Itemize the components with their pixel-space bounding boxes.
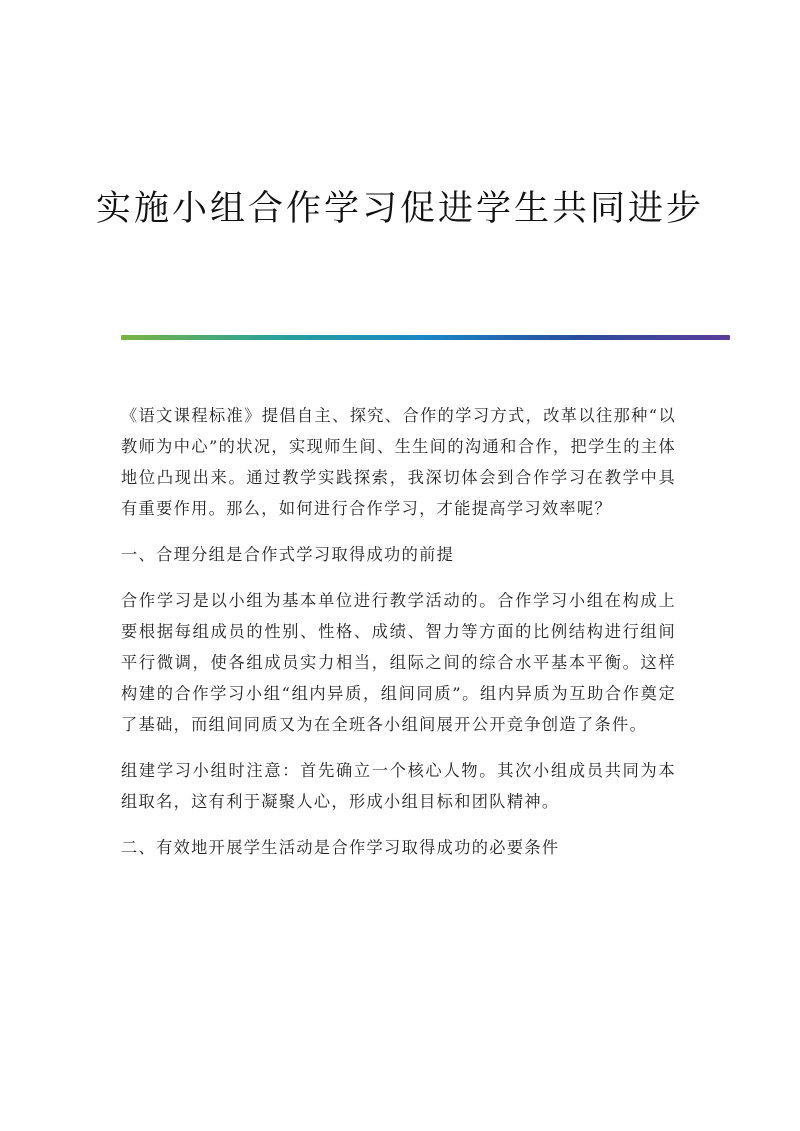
section-heading-1: 一、合理分组是合作式学习取得成功的前提 (121, 545, 455, 564)
paragraph-grouping: 合作学习是以小组为基本单位进行教学活动的。合作学习小组在构成上要根据每组成员的性别、性格、成绩、智力等方面的比例结构进行组间平行微调，使各组成员实力相当，组际之间的综合水平基本平衡。这样构建的合作学习小组“组内异质，组间同质”。组内异质为互助合作奠定了基础，而组间同质又为在全班各小组间展开公开竞争创造了条件。 (121, 591, 676, 734)
paragraph-group-tips: 组建学习小组时注意：首先确立一个核心人物。其次小组成员共同为本组取名，这有利于凝聚人心，形成小组目标和团队精神。 (121, 761, 676, 811)
title-divider (121, 335, 730, 340)
page-title: 实施小组合作学习促进学生共同进步 (95, 189, 704, 229)
document-body (121, 400, 676, 878)
section-heading-2: 二、有效地开展学生活动是合作学习取得成功的必要条件 (121, 838, 560, 857)
paragraph-intro: 《语文课程标准》提倡自主、探究、合作的学习方式，改革以往那种“以教师为中心”的状况，实现师生间、生生间的沟通和合作，把学生的主体地位凸现出来。通过教学实践探索，我深切体会到合作学习在教学中具有重要作用。那么，如何进行合作学习，才能提高学习效率呢？ (121, 406, 676, 518)
